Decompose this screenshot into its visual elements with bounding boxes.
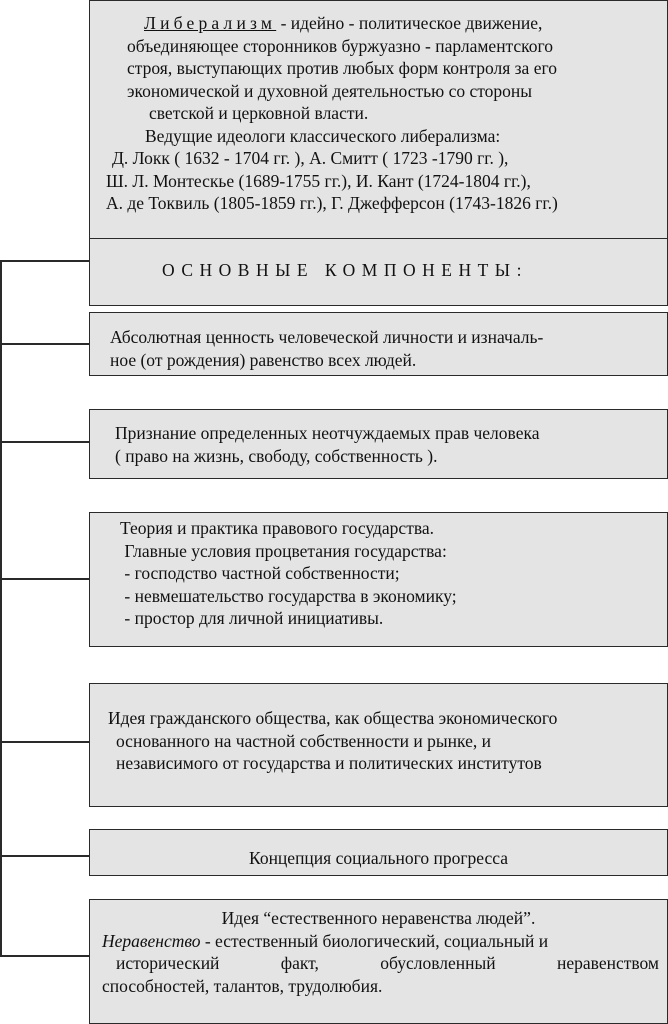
connector-to-component-5 (0, 855, 89, 857)
component-5-line-1: Концепция социального прогресса (249, 848, 508, 868)
definition-line-3: строя, выступающих против любых форм контроля за его (127, 58, 557, 78)
component-2-line-1: Признание определенных неотчуждаемых прав человека (115, 423, 540, 443)
connector-to-component-6 (0, 955, 89, 957)
connector-vertical-line (0, 260, 2, 955)
component-6-line-2 (102, 930, 667, 953)
component-4-line-1: Идея гражданского общества, как общества экономического (108, 708, 558, 728)
component-box-1 (89, 312, 668, 376)
connector-to-component-3 (0, 578, 89, 580)
component-box-2 (89, 409, 668, 479)
component-box-4 (89, 683, 668, 807)
component-1-line-2: ное (от рождения) равенство всех людей. (110, 349, 417, 370)
definition-line-2: объединяющее сторонников буржуазно - парламентского (127, 35, 554, 56)
definition-term: Либерализм (144, 13, 277, 33)
definition-line-1 (90, 12, 667, 35)
connector-to-component-2 (0, 441, 89, 443)
ideologists-title: Ведущие идеологи классического либерализма: (145, 125, 501, 146)
component-6-line-3: исторический факт, обусловленный неравенством (116, 953, 659, 973)
component-3-line-4: - невмешательство государства в экономику; (120, 585, 457, 606)
component-3-line-1: Теория и практика правового государства. (120, 518, 435, 538)
component-3-line-5: - простор для личной инициативы. (120, 608, 384, 628)
component-6-term-rest: - естественный биологический, социальный и (200, 930, 549, 951)
component-box-5 (89, 829, 668, 876)
connector-to-heading (0, 260, 89, 262)
connector-to-component-4 (0, 741, 89, 743)
definition-line-1-rest: - идейно - политическое движение, (276, 13, 543, 33)
ideologists-line-2: Ш. Л. Монтескье (1689-1755 гг.), И. Кант (1724-1804 гг.), (106, 170, 531, 191)
component-6-term: Неравенство (102, 930, 201, 951)
component-4-line-2: основанного на частной собственности и рынке, и (116, 730, 491, 751)
component-3-line-2: Главные условия процветания государства: (120, 540, 447, 561)
component-4-line-3: независимого от государства и политических институтов (116, 753, 542, 773)
component-box-3 (89, 512, 668, 647)
definition-box (89, 0, 668, 240)
component-1-line-1: Абсолютная ценность человеческой личности и изначаль- (110, 327, 544, 347)
components-heading: ОСНОВНЫЕ КОМПОНЕНТЫ: (162, 260, 528, 280)
component-6-line-4: способностей, талантов, трудолюбия. (102, 975, 383, 996)
ideologists-line-1: Д. Локк ( 1632 - 1704 гг. ), А. Смитт ( 1723 -1790 гг. ), (112, 148, 509, 168)
definition-line-5: светской и церковной власти. (149, 103, 369, 123)
component-2-line-2: ( право на жизнь, свободу, собственность ). (115, 445, 438, 466)
components-heading-box (89, 238, 668, 306)
connector-to-component-1 (0, 343, 89, 345)
definition-line-4: экономической и духовной деятельностью со стороны (127, 80, 533, 101)
component-3-line-3: - господство частной собственности; (120, 563, 400, 583)
component-box-6 (89, 899, 668, 1024)
ideologists-line-3: А. де Токвиль (1805-1859 гг.), Г. Джефферсон (1743-1826 гг.) (106, 193, 558, 213)
component-6-title: Идея “естественного неравенства людей”. (221, 908, 536, 928)
